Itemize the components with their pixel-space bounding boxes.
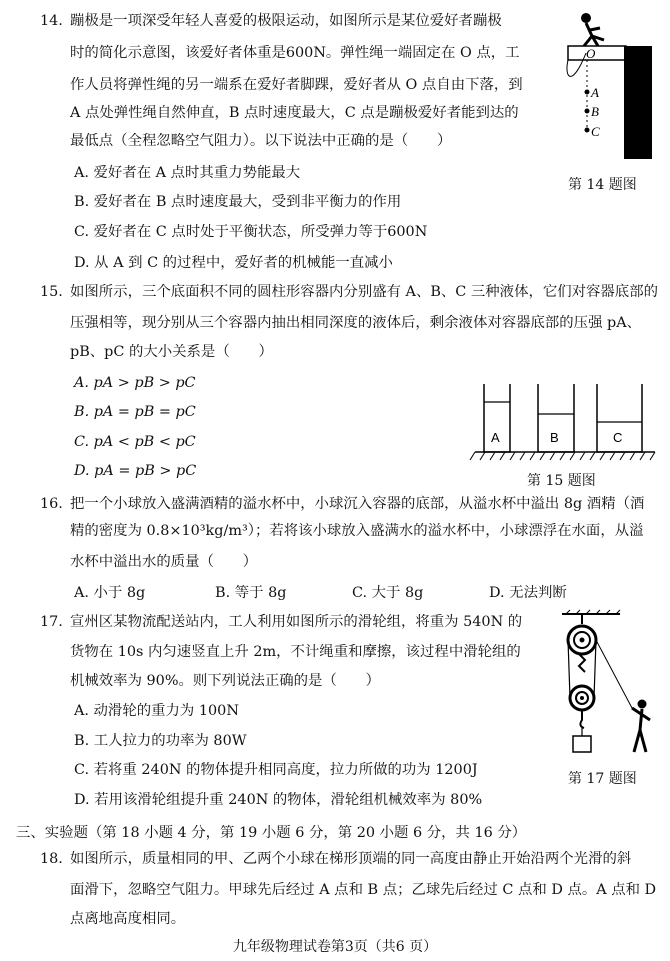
question-text: 宣州区某物流配送站内，工人利用如图所示的滑轮组，将重为 540N 的 [70, 614, 523, 630]
figure-caption: 第 15 题图 [527, 473, 596, 489]
point-c-label: C [591, 124, 600, 139]
option-d: D. 若用该滑轮组提升重 240N 的物体，滑轮组机械效率为 80% [74, 792, 483, 808]
option-b: B. 等于 8g [215, 585, 287, 601]
question-number: 18. [40, 851, 63, 867]
option-d: D. 无法判断 [489, 585, 567, 601]
figure-caption: 第 17 题图 [568, 771, 637, 787]
question-number: 17. [40, 614, 63, 630]
point-b-label: B [591, 104, 599, 119]
question-number: 15. [40, 284, 63, 300]
option-a: A. 动滑轮的重力为 100N [74, 703, 239, 719]
container-b-label: B [550, 430, 559, 445]
option-d: D. pA = pB > pC [74, 463, 197, 479]
question-text: 时的简化示意图，该爱好者体重是600N。弹性绳一端固定在 O 点，工 [70, 45, 520, 61]
point-o-label: O [586, 46, 596, 61]
question-text: 作人员将弹性绳的另一端系在爱好者脚踝，爱好者从 O 点自由下落，到 [70, 77, 523, 93]
option-a: A. 爱好者在 A 点时其重力势能最大 [74, 165, 301, 181]
question-text: 点离地高度相同。 [70, 911, 186, 927]
question-text: A 点处弹性绳自然伸直，B 点时速度最大，C 点是蹦极爱好者能到达的 [70, 105, 519, 121]
option-a: A. 小于 8g [74, 585, 146, 601]
option-d: D. 从 A 到 C 的过程中，爱好者的机械能一直减小 [74, 255, 393, 271]
question-text: pB、pC 的大小关系是（ ） [70, 344, 273, 360]
option-c: C. 爱好者在 C 点时处于平衡状态，所受弹力等于600N [74, 224, 428, 240]
question-text: 水杯中溢出水的质量（ ） [70, 554, 258, 570]
figure-caption: 第 14 题图 [568, 177, 637, 193]
pulley-figure [560, 610, 660, 760]
question-text: 蹦极是一项深受年轻人喜爱的极限运动，如图所示是某位爱好者蹦极 [70, 13, 502, 29]
option-b: B. 工人拉力的功率为 80W [74, 733, 247, 749]
option-b: B. pA = pB = pC [74, 404, 196, 420]
question-text: 精的密度为 0.8×10³kg/m³）；若将该小球放入盛满水的溢水杯中，小球漂浮在水面，从溢 [70, 523, 644, 539]
option-a: A. pA > pB > pC [74, 375, 196, 391]
question-text: 机械效率为 90%。则下列说法正确的是（ ） [70, 673, 380, 689]
option-c: C. 若将重 240N 的物体提升相同高度，拉力所做的功为 1200J [74, 762, 478, 778]
container-c-label: C [613, 430, 623, 445]
option-c: C. 大于 8g [352, 585, 424, 601]
bungee-figure [560, 8, 660, 163]
question-text: 货物在 10s 内匀速竖直上升 2m，不计绳重和摩擦，该过程中滑轮组的 [70, 644, 521, 660]
page-footer: 九年级物理试卷第3页（共6 页） [232, 939, 438, 955]
question-number: 16. [40, 496, 63, 512]
question-text: 把一个小球放入盛满酒精的溢水杯中，小球沉入容器的底部，从溢水杯中溢出 8g 酒精（酒 [70, 496, 645, 512]
point-a-label: A [591, 85, 599, 100]
option-b: B. 爱好者在 B 点时速度最大，受到非平衡力的作用 [74, 194, 402, 210]
containers-figure [470, 382, 660, 462]
question-text: 如图所示，三个底面积不同的圆柱形容器内分别盛有 A、B、C 三种液体，它们对容器底部的 [70, 284, 658, 300]
section-heading: 三、实验题（第 18 小题 4 分，第 19 小题 6 分，第 20 小题 6 分，共 16 分） [16, 825, 527, 841]
question-text: 最低点（全程忽略空气阻力）。以下说法中正确的是（ ） [70, 133, 452, 149]
question-number: 14. [40, 13, 63, 29]
container-a-label: A [491, 430, 500, 445]
question-text: 如图所示，质量相同的甲、乙两个小球在梯形顶端的同一高度由静止开始沿两个光滑的斜 [70, 851, 632, 867]
question-text: 面滑下，忽略空气阻力。甲球先后经过 A 点和 B 点；乙球先后经过 C 点和 D 点。A 点和 D [70, 882, 657, 898]
question-text: 压强相等，现分别从三个容器内抽出相同深度的液体后，剩余液体对容器底部的压强 pA、 [70, 315, 642, 331]
option-c: C. pA < pB < pC [74, 434, 196, 450]
